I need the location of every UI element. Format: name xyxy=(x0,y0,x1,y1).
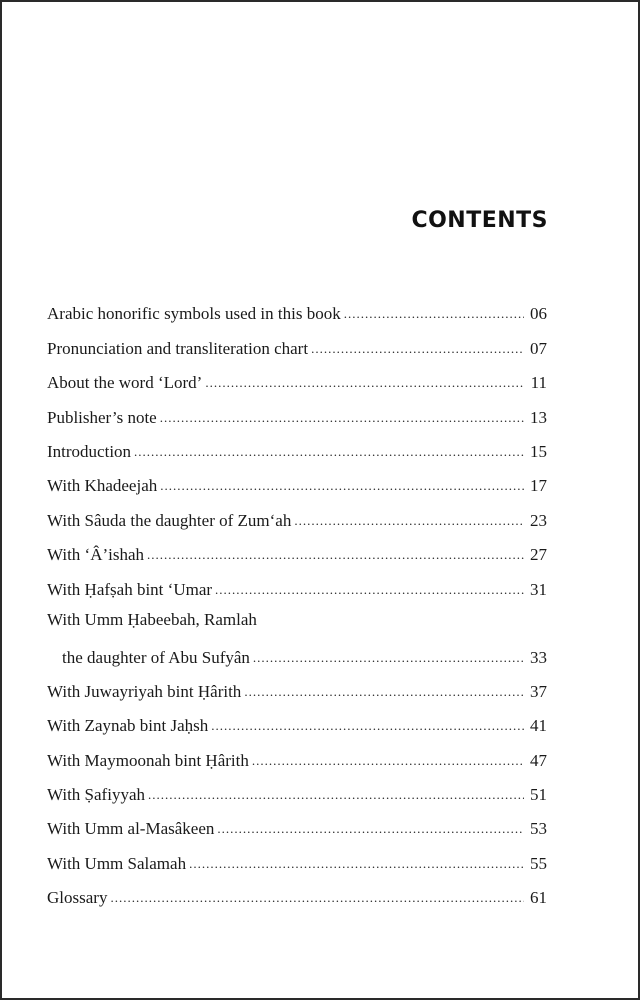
toc-entry[interactable] xyxy=(47,290,547,324)
toc-entry[interactable] xyxy=(47,839,547,873)
dot-leader xyxy=(160,476,524,496)
toc-entry[interactable] xyxy=(47,462,547,496)
toc-entry-title: Arabic honorific symbols used in this book xyxy=(47,304,341,324)
toc-entry-page: 61 xyxy=(530,888,547,908)
toc-entry[interactable] xyxy=(47,324,547,358)
toc-entry-title: Introduction xyxy=(47,441,132,461)
toc-entry-page: 15 xyxy=(530,441,547,461)
toc-entry-page: 51 xyxy=(530,785,547,805)
dot-leader xyxy=(252,751,524,771)
table-of-contents xyxy=(47,290,547,908)
toc-entry[interactable] xyxy=(47,565,547,599)
toc-entry-title: With Umm Salamah xyxy=(47,853,187,873)
toc-entry-page: 17 xyxy=(530,476,547,496)
dot-leader xyxy=(244,682,524,702)
dot-leader xyxy=(215,580,524,600)
toc-entry-title: With Zaynab bint Jaḥsh xyxy=(47,716,209,736)
toc-entry-page: 41 xyxy=(530,716,547,736)
toc-entry-title: About the word ‘Lord’ xyxy=(47,373,203,393)
toc-entry-page: 31 xyxy=(530,579,547,599)
dot-leader xyxy=(147,545,524,565)
toc-entry-page: 53 xyxy=(530,819,547,839)
dot-leader xyxy=(148,785,524,805)
toc-entry[interactable] xyxy=(47,771,547,805)
toc-entry-title: Pronunciation and transliteration chart xyxy=(47,338,309,358)
toc-entry[interactable] xyxy=(47,736,547,770)
toc-entry-title: With Maymoonah bint Ḥârith xyxy=(47,750,249,770)
toc-entry[interactable] xyxy=(47,600,547,668)
toc-entry-page: 13 xyxy=(530,407,547,427)
toc-entry-page: 55 xyxy=(530,853,547,873)
dot-leader xyxy=(344,304,524,324)
dot-leader xyxy=(211,716,524,736)
contents-heading: CONTENTS xyxy=(411,208,548,233)
toc-entry-page: 07 xyxy=(530,338,547,358)
toc-entry[interactable] xyxy=(47,668,547,702)
toc-entry-title-line1: With Umm Ḥabeebah, Ramlah xyxy=(47,609,257,629)
toc-entry-page: 23 xyxy=(530,510,547,530)
toc-entry-page: 37 xyxy=(530,681,547,701)
toc-entry-title: With ‘Â’ishah xyxy=(47,545,145,565)
dot-leader xyxy=(294,511,524,531)
toc-entry-title-line2: the daughter of Abu Sufyân xyxy=(62,647,250,667)
toc-entry[interactable] xyxy=(47,359,547,393)
toc-entry[interactable] xyxy=(47,874,547,908)
toc-entry[interactable] xyxy=(47,393,547,427)
toc-entry-page: 27 xyxy=(530,545,547,565)
dot-leader xyxy=(134,442,524,462)
dot-leader xyxy=(110,888,524,908)
toc-entry-page: 11 xyxy=(530,373,547,393)
toc-entry-page: 47 xyxy=(530,750,547,770)
dot-leader xyxy=(160,408,524,428)
toc-entry-title: Glossary xyxy=(47,888,108,908)
toc-entry-title: With Juwayriyah bint Ḥârith xyxy=(47,681,242,701)
toc-entry[interactable] xyxy=(47,702,547,736)
dot-leader xyxy=(217,819,524,839)
toc-entry-page: 33 xyxy=(530,647,547,667)
toc-entry[interactable] xyxy=(47,531,547,565)
dot-leader xyxy=(205,373,524,393)
toc-entry-title: Publisher’s note xyxy=(47,407,157,427)
dot-leader xyxy=(253,648,524,668)
toc-entry-title: With Khadeejah xyxy=(47,476,158,496)
toc-entry[interactable] xyxy=(47,496,547,530)
toc-entry-page: 06 xyxy=(530,304,547,324)
dot-leader xyxy=(311,339,524,359)
toc-entry-title: With Sâuda the daughter of Zum‘ah xyxy=(47,510,292,530)
toc-entry[interactable] xyxy=(47,428,547,462)
toc-entry[interactable] xyxy=(47,805,547,839)
dot-leader xyxy=(189,854,524,874)
toc-entry-title: With Ṣafiyyah xyxy=(47,785,145,805)
toc-entry-title: With Umm al-Masâkeen xyxy=(47,819,215,839)
toc-entry-title: With Ḥafṣah bint ‘Umar xyxy=(47,579,213,599)
